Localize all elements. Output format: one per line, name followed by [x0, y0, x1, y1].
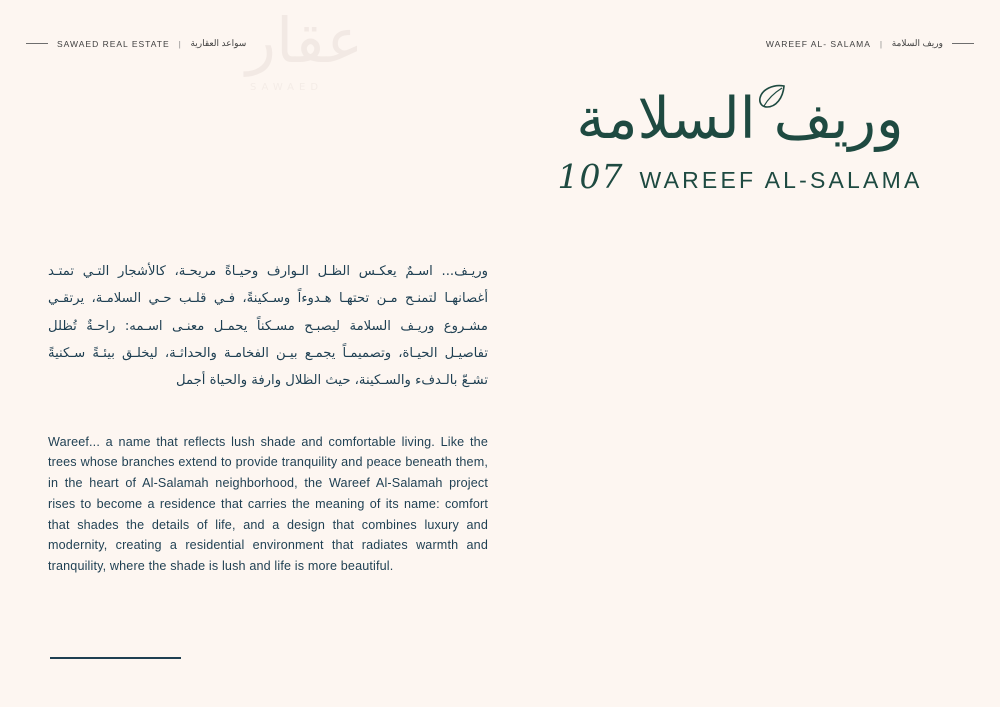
header-left-rule-icon: [26, 43, 48, 44]
header-left-brand: [26, 38, 246, 49]
header-left-separator: |: [178, 38, 182, 49]
paragraph-arabic: وريـف... اسـمٌ يعكـس الظـل الـوارف وحيـاةً مريحـة، كالأشجار التـي تمتـد أغصانهـا لتمنـح مـن تحتهـا هـدوءاً وسـكينةً، فـي قلـب حـي السلامـة، يرتقـي مشـروع وريـف السلامة ليصبـح مسـكناً يحمـل معنـى اسـمه: راحـةٌ تُظلل تفاصيـل الحيـاة، وتصميمـاً يجمـع بيـن الفخامـة والحداثـة، ليخلـق بيئـةً سـكنيةً تشـعّ بالـدفء والسـكينة، حيث الظلال وارفة والحياة أجمل: [48, 264, 488, 389]
watermark-arabic: عقار: [246, 4, 364, 77]
logo-latin-wordmark: WAREEF AL-SALAMA: [639, 166, 923, 193]
bottom-divider: [50, 657, 181, 659]
project-logo: [520, 88, 960, 196]
paragraph-english: Wareef... a name that reflects lush shade and comfortable living. Like the trees whose branches extend to provide tranquility and peace beneath them, in the heart of Al-Salamah neighborhood, the Wareef Al-Salamah project rises to become a residence that carries the meaning of its name: comfort that shades the details of life, and a design that combines luxury and modernity, creating a residential environment that radiates warmth and tranquility, where the shade is lush and life is more beautiful.: [48, 434, 488, 574]
header-right-brand: [766, 38, 974, 49]
header-right-label-ar: وريف السلامة: [891, 38, 943, 48]
watermark: [246, 4, 396, 115]
header-left-label-ar: سواعد العقارية: [190, 38, 247, 48]
watermark-latin: SAWAED: [250, 82, 324, 93]
logo-number: 107: [557, 156, 624, 196]
page-header: [0, 38, 1000, 54]
logo-latin-line: [520, 157, 960, 196]
leaf-icon: [756, 84, 786, 110]
logo-arabic-wordmark: وريف السلامة: [576, 86, 904, 152]
header-right-label-en: WAREEF AL- SALAMA: [765, 38, 871, 49]
content-column: [48, 258, 488, 577]
header-right-rule-icon: [952, 43, 974, 44]
header-right-separator: |: [879, 38, 883, 49]
header-left-label-en: SAWAED REAL ESTATE: [57, 38, 170, 49]
